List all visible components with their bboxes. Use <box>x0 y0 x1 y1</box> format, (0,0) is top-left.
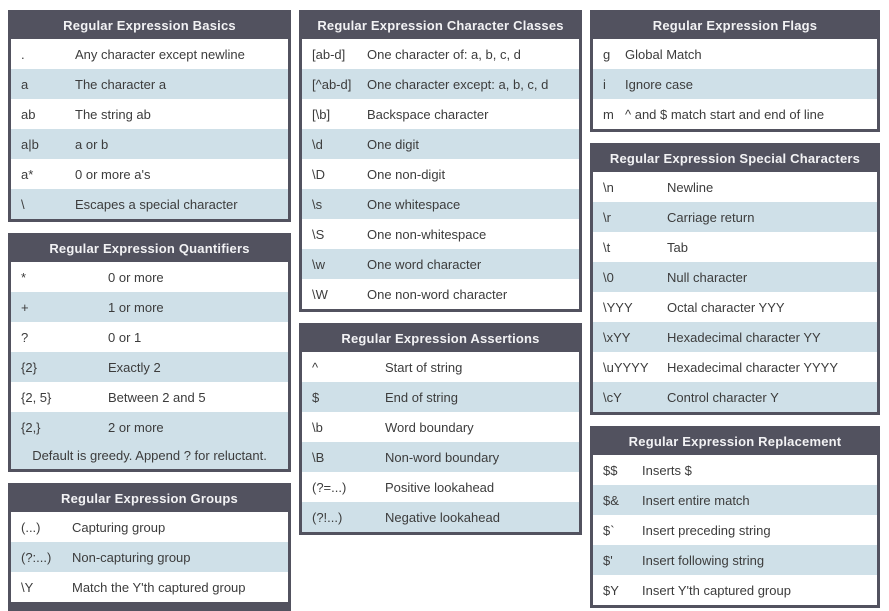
pattern-description: Control character Y <box>667 389 779 405</box>
pattern-symbol: (...) <box>21 519 41 535</box>
pattern-symbol: \uYYYY <box>603 359 649 375</box>
pattern-symbol: [^ab-d] <box>312 76 352 92</box>
table-row <box>11 189 288 219</box>
pattern-description: Backspace character <box>367 106 489 122</box>
table-row <box>11 382 288 412</box>
pattern-symbol: (?=...) <box>312 479 347 495</box>
pattern-description: 0 or 1 <box>108 329 142 345</box>
table-row <box>593 232 877 262</box>
table-title: Regular Expression Groups <box>11 486 288 512</box>
pattern-symbol: + <box>21 299 29 315</box>
pattern-symbol: {2,} <box>21 419 41 435</box>
table-row <box>593 545 877 575</box>
regex-quantifiers-table <box>8 233 291 472</box>
regex-assertions-table <box>299 323 582 535</box>
table-row <box>593 262 877 292</box>
pattern-symbol: $ <box>312 389 320 405</box>
pattern-description: Octal character YYY <box>667 299 785 315</box>
pattern-description: One non-digit <box>367 166 446 182</box>
table-row <box>302 502 579 532</box>
pattern-symbol: \S <box>312 226 325 242</box>
pattern-description: 2 or more <box>108 419 164 435</box>
table-row <box>302 129 579 159</box>
pattern-description: Hexadecimal character YY <box>667 329 821 345</box>
pattern-description: The character a <box>75 76 167 92</box>
pattern-symbol: $Y <box>603 582 619 598</box>
pattern-description: Insert preceding string <box>642 522 771 538</box>
pattern-description: 0 or more a's <box>75 166 151 182</box>
regex-groups-table <box>8 483 291 611</box>
table-title: Regular Expression Quantifiers <box>11 236 288 262</box>
pattern-description: Tab <box>667 239 688 255</box>
pattern-symbol: ^ <box>312 359 319 375</box>
table-row <box>11 512 288 542</box>
table-row <box>302 69 579 99</box>
pattern-description: Insert following string <box>642 552 765 568</box>
pattern-description: One digit <box>367 136 420 152</box>
pattern-description: Exactly 2 <box>108 359 161 375</box>
pattern-symbol: m <box>603 106 614 122</box>
table-row <box>593 485 877 515</box>
pattern-symbol: \b <box>312 419 323 435</box>
table-row <box>593 322 877 352</box>
table-row <box>302 39 579 69</box>
table-row <box>11 129 288 159</box>
pattern-symbol: \r <box>603 209 611 225</box>
table-row <box>302 412 579 442</box>
pattern-description: Non-word boundary <box>385 449 500 465</box>
table-row <box>593 382 877 412</box>
pattern-description: The string ab <box>75 106 151 122</box>
table-row <box>11 542 288 572</box>
table-row <box>302 472 579 502</box>
regex-special-characters-table <box>590 143 880 415</box>
pattern-symbol: * <box>21 269 27 285</box>
regex-replacement-table <box>590 426 880 608</box>
table-row <box>11 292 288 322</box>
column-middle <box>299 10 582 535</box>
pattern-description: ^ and $ match start and end of line <box>625 106 825 122</box>
table-row <box>11 572 288 602</box>
pattern-symbol: \Y <box>21 579 34 595</box>
regex-flags-table <box>590 10 880 132</box>
pattern-symbol: i <box>603 76 606 92</box>
table-row <box>302 99 579 129</box>
pattern-symbol: \D <box>312 166 325 182</box>
pattern-symbol: a <box>21 76 29 92</box>
table-row <box>593 39 877 69</box>
pattern-symbol: \B <box>312 449 325 465</box>
table-row <box>11 99 288 129</box>
table-row <box>11 262 288 292</box>
table-row <box>593 292 877 322</box>
table-row <box>302 159 579 189</box>
pattern-symbol: \d <box>312 136 323 152</box>
table-row <box>593 455 877 485</box>
column-right <box>590 10 880 608</box>
table-row <box>302 352 579 382</box>
pattern-symbol: $` <box>603 522 615 538</box>
table-row <box>302 382 579 412</box>
regex-basics-table <box>8 10 291 222</box>
pattern-description: Negative lookahead <box>385 509 500 525</box>
pattern-symbol: \n <box>603 179 614 195</box>
pattern-description: Any character except newline <box>75 46 245 62</box>
table-row <box>593 172 877 202</box>
pattern-description: One non-whitespace <box>367 226 487 242</box>
pattern-description: One character of: a, b, c, d <box>367 46 521 62</box>
pattern-symbol: \cY <box>603 389 622 405</box>
pattern-description: Global Match <box>625 46 702 62</box>
pattern-description: One word character <box>367 256 482 272</box>
table-row <box>11 159 288 189</box>
table-row <box>302 189 579 219</box>
pattern-description: a or b <box>75 136 109 152</box>
pattern-description: Hexadecimal character YYYY <box>667 359 839 375</box>
regex-character-classes-table <box>299 10 582 312</box>
pattern-description: Carriage return <box>667 209 755 225</box>
pattern-description: Start of string <box>385 359 463 375</box>
pattern-description: Word boundary <box>385 419 474 435</box>
table-row <box>593 69 877 99</box>
pattern-description: 1 or more <box>108 299 164 315</box>
pattern-symbol: \ <box>21 196 25 212</box>
table-title: Regular Expression Assertions <box>302 326 579 352</box>
pattern-symbol: (?!...) <box>312 509 343 525</box>
pattern-symbol: (?:...) <box>21 549 52 565</box>
table-row <box>302 442 579 472</box>
table-row <box>302 279 579 309</box>
table-title: Regular Expression Flags <box>593 13 877 39</box>
pattern-description: Ignore case <box>625 76 693 92</box>
table-row <box>302 249 579 279</box>
pattern-symbol: \w <box>312 256 325 272</box>
pattern-symbol: \s <box>312 196 323 212</box>
pattern-description: Newline <box>667 179 714 195</box>
pattern-symbol: {2, 5} <box>21 389 52 405</box>
pattern-description: Between 2 and 5 <box>108 389 206 405</box>
pattern-description: Escapes a special character <box>75 196 238 212</box>
pattern-description: Positive lookahead <box>385 479 495 495</box>
pattern-description: Non-capturing group <box>72 549 191 565</box>
pattern-symbol: \t <box>603 239 611 255</box>
table-row <box>593 99 877 129</box>
table-row <box>11 412 288 442</box>
table-row <box>593 575 877 605</box>
table-row <box>11 39 288 69</box>
pattern-description: 0 or more <box>108 269 164 285</box>
pattern-symbol: [ab-d] <box>312 46 346 62</box>
pattern-symbol: ? <box>21 329 29 345</box>
table-title: Regular Expression Special Characters <box>593 146 877 172</box>
pattern-symbol: $' <box>603 552 613 568</box>
pattern-symbol: \0 <box>603 269 614 285</box>
pattern-description: Match the Y'th captured group <box>72 579 246 595</box>
pattern-symbol: [\b] <box>312 106 331 122</box>
pattern-description: One whitespace <box>367 196 461 212</box>
table-row <box>11 322 288 352</box>
table-footnote: Default is greedy. Append ? for reluctant. <box>11 442 288 469</box>
table-title: Regular Expression Character Classes <box>302 13 579 39</box>
pattern-description: End of string <box>385 389 458 405</box>
table-title: Regular Expression Replacement <box>593 429 877 455</box>
table-row <box>302 219 579 249</box>
table-row <box>11 69 288 99</box>
pattern-symbol: \YYY <box>603 299 633 315</box>
pattern-symbol: \xYY <box>603 329 631 345</box>
column-left <box>8 10 291 611</box>
pattern-description: Inserts $ <box>642 462 692 478</box>
table-row <box>593 352 877 382</box>
pattern-symbol: ab <box>21 106 36 122</box>
pattern-description: One character except: a, b, c, d <box>367 76 549 92</box>
pattern-symbol: a|b <box>21 136 39 152</box>
pattern-symbol: g <box>603 46 611 62</box>
pattern-symbol: a* <box>21 166 34 182</box>
pattern-description: Null character <box>667 269 748 285</box>
pattern-description: Insert Y'th captured group <box>642 582 791 598</box>
table-title: Regular Expression Basics <box>11 13 288 39</box>
pattern-description: Capturing group <box>72 519 166 535</box>
table-row <box>593 202 877 232</box>
table-row <box>593 515 877 545</box>
pattern-symbol: $$ <box>603 462 618 478</box>
pattern-symbol: . <box>21 46 25 62</box>
table-row <box>11 352 288 382</box>
pattern-symbol: {2} <box>21 359 37 375</box>
pattern-symbol: $& <box>603 492 619 508</box>
pattern-description: One non-word character <box>367 286 508 302</box>
pattern-symbol: \W <box>312 286 328 302</box>
pattern-description: Insert entire match <box>642 492 750 508</box>
